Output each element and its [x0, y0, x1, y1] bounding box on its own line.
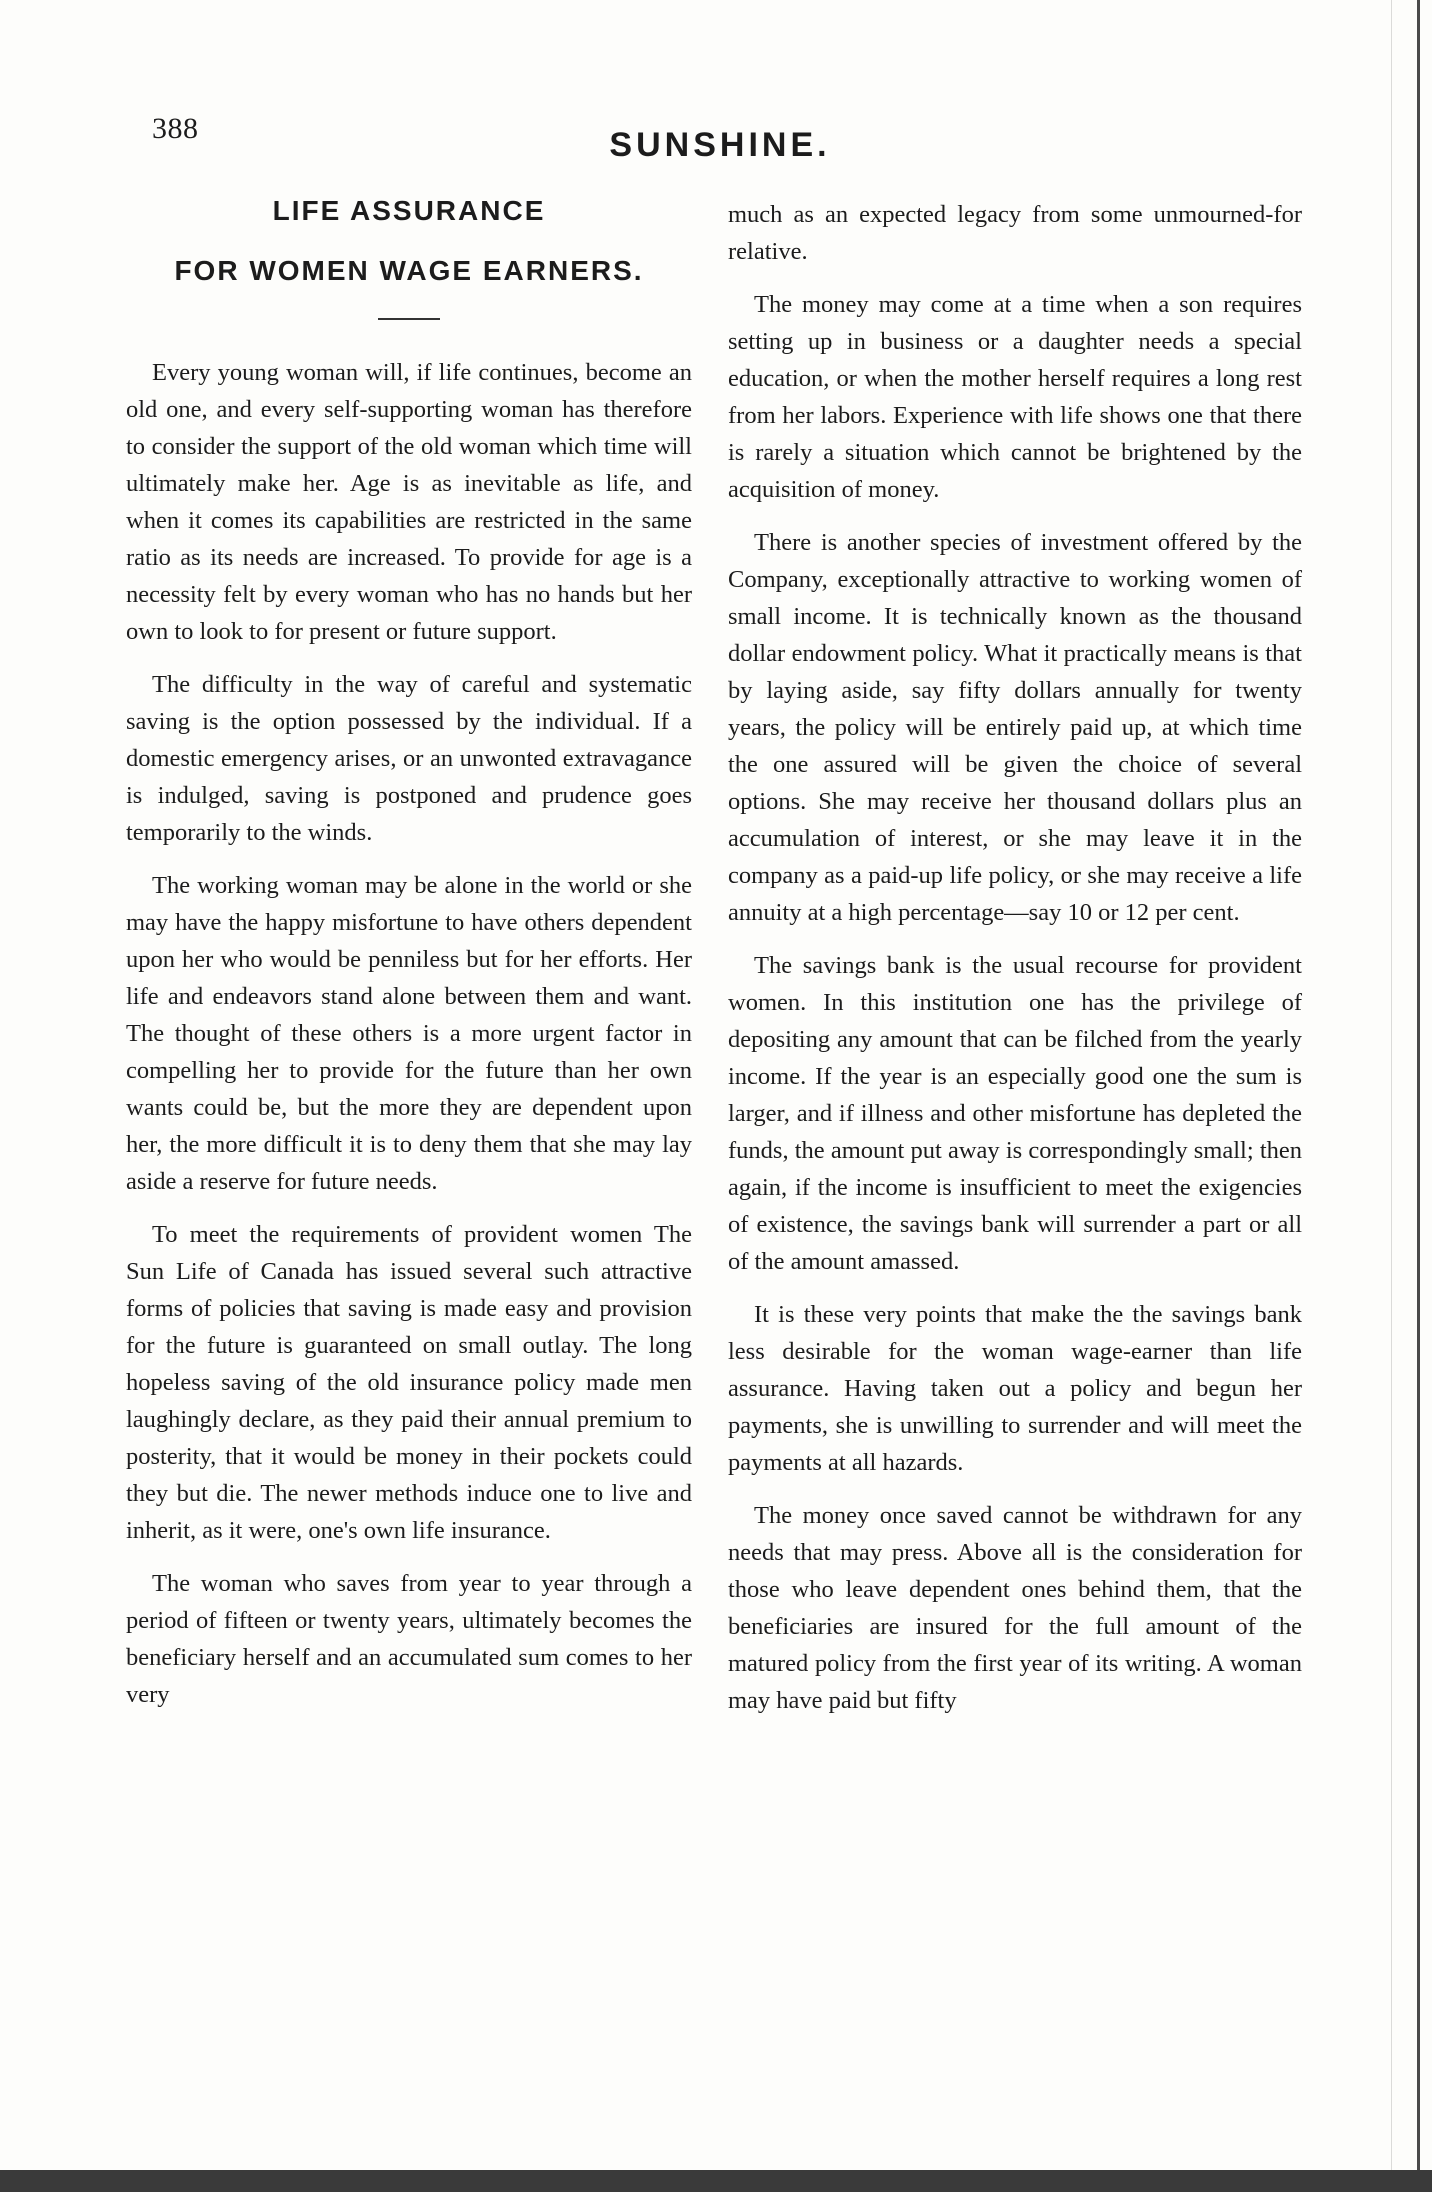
paragraph-continued: much as an expected legacy from some unmourned-for relative.: [728, 201, 1302, 265]
scan-bottom-edge: [0, 2170, 1432, 2192]
paragraph: To meet the requirements of provident women The Sun Life of Canada has issued several such attractive forms of policies that saving is made easy and provision for the future is guaranteed on small outlay. The long hopeless saving of the old insurance policy made men laughingly declare, as they paid their annual premium to posterity, that it would be money in their pockets could they but die. The newer methods induce one to live and inherit, as it were, one's own life insurance.: [126, 1221, 692, 1544]
paragraph: Every young woman will, if life continues, become an old one, and every self-supporting woman has therefore to consider the support of the old woman which time will ultimately make her. Age is as inevitable as life, and when it comes its capabilities are restricted in the same ratio as its needs are increased. To provide for age is a necessity felt by every woman who has no hands but her own to look to for present or future support.: [126, 359, 692, 645]
right-column: [728, 196, 1302, 1735]
paragraph: The money once saved cannot be withdrawn for any needs that may press. Above all is the consideration for those who leave dependent ones behind them, that the beneficiaries are insured for the full amount of the matured policy from the first year of its writing. A woman may have paid but fifty: [728, 1502, 1302, 1714]
title-divider: [378, 318, 440, 320]
paragraph: The difficulty in the way of careful and systematic saving is the option possessed by the individual. If a domestic emergency arises, or an unwonted extravagance is indulged, saving is postponed and prudence goes temporarily to the winds.: [126, 671, 692, 846]
page-edge-shadow: [1391, 0, 1392, 2192]
article-title-line-2: FOR WOMEN WAGE EARNERS.: [174, 255, 644, 286]
running-head: SUNSHINE.: [609, 126, 831, 164]
left-column: [126, 182, 692, 1729]
article-title-line-1: LIFE ASSURANCE: [272, 195, 546, 226]
paragraph: The money may come at a time when a son requires setting up in business or a daughter needs a special education, or when the mother herself requires a long rest from her labors. Experience with life shows one that there is rarely a situation which cannot be brightened by the acquisition of money.: [728, 291, 1302, 503]
paragraph: It is these very points that make the the savings bank less desirable for the woman wage-earner than life assurance. Having taken out a policy and begun her payments, she is unwilling to surrender and will meet the payments at all hazards.: [728, 1301, 1302, 1476]
page-edge-line: [1417, 0, 1420, 2192]
paragraph: The working woman may be alone in the world or she may have the happy misfortune to have others dependent upon her who would be penniless but for her efforts. Her life and endeavors stand alone between them and want. The thought of these others is a more urgent factor in compelling her to provide for the future than her own wants could be, but the more they are dependent upon her, the more difficult it is to deny them that she may lay aside a reserve for future needs.: [126, 872, 692, 1195]
paragraph: The savings bank is the usual recourse for provident women. In this institution one has the privilege of depositing any amount that can be filched from the yearly income. If the year is an especially good one the sum is larger, and if illness and other misfortune has depleted the funds, the amount put away is correspondingly small; then again, if the income is insufficient to meet the exigencies of existence, the savings bank will surrender a part or all of the amount amassed.: [728, 952, 1302, 1275]
paragraph: The woman who saves from year to year through a period of fifteen or twenty years, ultimately becomes the beneficiary herself and an accumulated sum comes to her very: [126, 1570, 692, 1708]
paragraph: There is another species of investment offered by the Company, exceptionally attractive to working women of small income. It is technically known as the thousand dollar endowment policy. What it practically means is that by laying aside, say fifty dollars annually for twenty years, the policy will be entirely paid up, at which time the one assured will be given the choice of several options. She may receive her thousand dollars plus an accumulation of interest, or she may leave it in the company as a paid-up life policy, or she may receive a life annuity at a high percentage—say 10 or 12 per cent.: [728, 529, 1302, 926]
page-number: 388: [152, 112, 199, 145]
